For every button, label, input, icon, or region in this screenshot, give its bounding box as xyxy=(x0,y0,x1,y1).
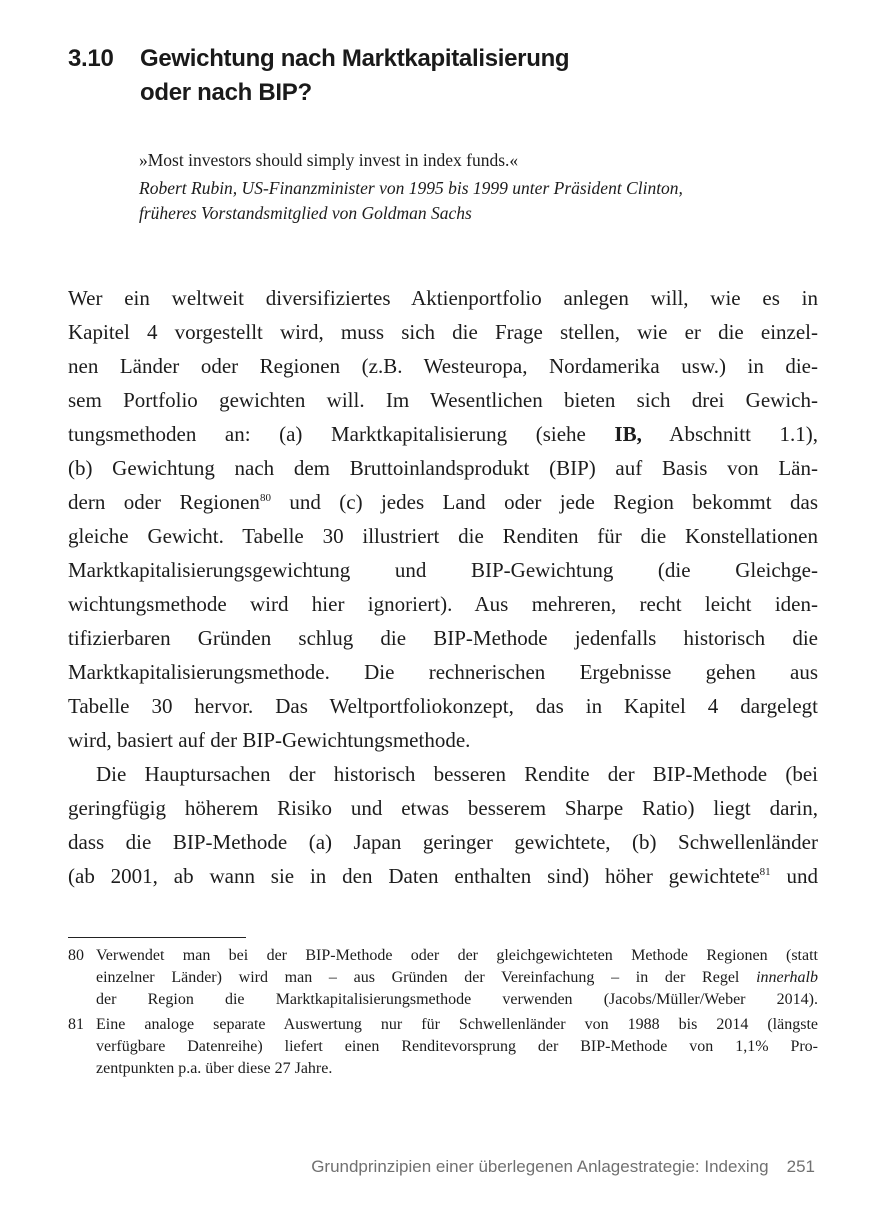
footnote-line xyxy=(96,967,818,989)
epigraph-attribution-line: Robert Rubin, US-Finanzminister von 1995 bis 1999 unter Präsident Clinton, xyxy=(139,178,683,198)
page-number: 251 xyxy=(786,1157,815,1176)
footnote-line: verfügbare Datenreihe) liefert einen Renditevorsprung der BIP-Methode von 1,1% Pro- xyxy=(96,1038,818,1055)
body-text-run: Abschnitt 1.1), xyxy=(641,422,819,446)
body-line: Die Hauptursachen der historisch besseren Rendite der BIP-Methode (bei xyxy=(96,762,818,786)
body-line: wichtungsmethode wird hier ignoriert). Aus mehreren, recht leicht iden- xyxy=(68,592,818,616)
section-number: 3.10 xyxy=(68,45,114,72)
body-text-run: dern oder Regionen xyxy=(68,490,260,514)
body-line: geringfügig höherem Risiko und etwas besserem Sharpe Ratio) liegt darin, xyxy=(68,796,818,820)
epigraph-quote: »Most investors should simply invest in index funds.« xyxy=(139,150,519,170)
body-line: tifizierbaren Gründen schlug die BIP-Methode jedenfalls historisch die xyxy=(68,626,818,650)
body-line: Kapitel 4 vorgestellt wird, muss sich die Frage stellen, wie er die einzel- xyxy=(68,320,818,344)
running-title: Grundprinzipien einer überlegenen Anlagestrategie: Indexing xyxy=(311,1157,769,1176)
body-line: Marktkapitalisierungsmethode. Die rechnerischen Ergebnisse gehen aus xyxy=(68,660,818,684)
body-text-run: tungsmethoden an: (a) Marktkapitalisierung (siehe xyxy=(68,422,615,446)
footnote-ref-81[interactable]: 81 xyxy=(759,866,771,878)
section-title xyxy=(140,42,700,110)
body-line: Wer ein weltweit diversifiziertes Aktienportfolio anlegen will, wie es in xyxy=(68,286,818,310)
body-line xyxy=(68,859,818,893)
footnote-line: Verwendet man bei der BIP-Methode oder der gleichgewichteten Methode Regionen (statt xyxy=(96,947,818,964)
body-line: dass die BIP-Methode (a) Japan geringer gewichtete, (b) Schwellenländer xyxy=(68,830,818,854)
body-text-run: und (c) jedes Land oder jede Region bekommt das xyxy=(270,490,818,514)
body-line: nen Länder oder Regionen (z.B. Westeuropa, Nordamerika usw.) in die- xyxy=(68,354,818,378)
epigraph xyxy=(139,148,683,226)
footnote-number: 80 xyxy=(68,947,84,964)
section-title-line: oder nach BIP? xyxy=(140,79,312,106)
footnote-text-run: einzelner Länder) wird man – aus Gründen der Vereinfachung – in der Regel xyxy=(96,969,757,986)
book-reference-bold: IB, xyxy=(614,422,642,446)
section-title-line: Gewichtung nach Marktkapitalisierung xyxy=(140,45,570,72)
epigraph-attribution-line: früheres Vorstandsmitglied von Goldman Sachs xyxy=(139,203,472,223)
footnote-line: der Region die Marktkapitalisierungsmethode verwenden (Jacobs/Müller/Weber 2014). xyxy=(96,991,818,1008)
footnote-number: 81 xyxy=(68,1016,84,1033)
body-line: Marktkapitalisierungsgewichtung und BIP-Gewichtung (die Gleichge- xyxy=(68,558,818,582)
body-line xyxy=(68,485,818,519)
body-line: Tabelle 30 hervor. Das Weltportfoliokonzept, das in Kapitel 4 dargelegt xyxy=(68,694,818,718)
footnote-ref-80[interactable]: 80 xyxy=(259,492,271,504)
footnote-line: Eine analoge separate Auswertung nur für Schwellenländer von 1988 bis 2014 (längste xyxy=(96,1016,818,1033)
body-line: (b) Gewichtung nach dem Bruttoinlandsprodukt (BIP) auf Basis von Län- xyxy=(68,456,818,480)
footnote-line: zentpunkten p.a. über diese 27 Jahre. xyxy=(96,1060,333,1077)
footnote-italic-run: innerhalb xyxy=(756,969,818,986)
footnote-divider xyxy=(68,937,246,938)
body-text-run: und xyxy=(770,864,818,888)
body-line: wird, basiert auf der BIP-Gewichtungsmethode. xyxy=(68,728,471,752)
body-line xyxy=(68,417,818,451)
body-text-run: (ab 2001, ab wann sie in den Daten enthalten sind) höher gewichtete xyxy=(68,864,760,888)
body-line: gleiche Gewicht. Tabelle 30 illustriert die Renditen für die Konstellationen xyxy=(68,524,818,548)
body-line: sem Portfolio gewichten will. Im Wesentlichen bieten sich drei Gewich- xyxy=(68,388,818,412)
page-footer xyxy=(311,1155,815,1179)
